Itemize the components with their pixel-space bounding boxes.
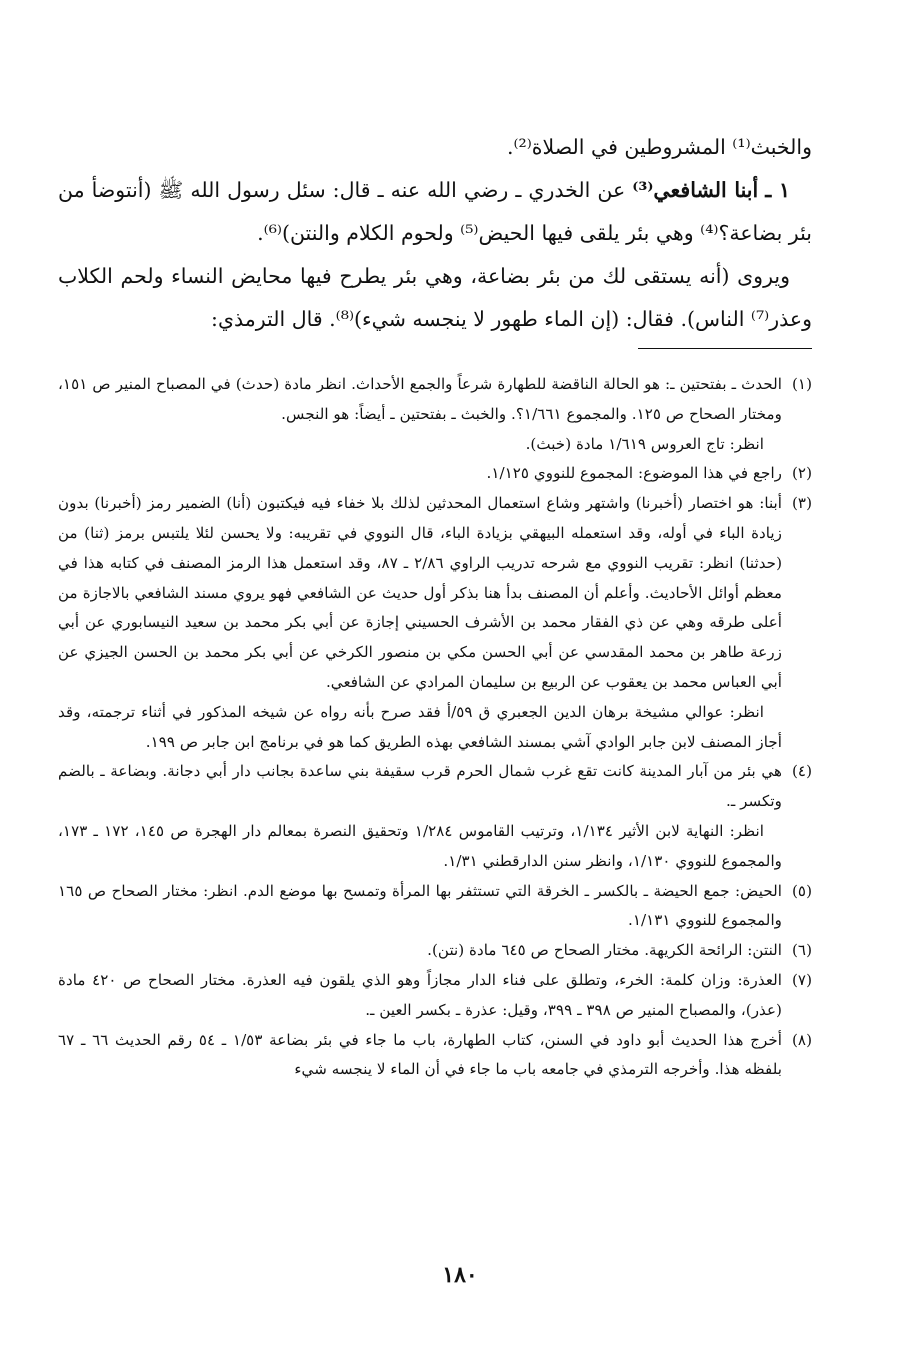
footnote-3 bbox=[58, 489, 812, 698]
hadith-paragraph bbox=[58, 169, 812, 255]
footnote-7 bbox=[58, 966, 812, 1026]
footnote-text: الحيض: جمع الحيضة ـ بالكسر ـ الخرقة التي تستثفر بها المرأة وتمسح بها موضع الدم. انظر: مختار الصحاح ص ١٦٥ والمجموع للنووي ١/١٣١. bbox=[58, 881, 782, 930]
intro-line: والخبث⁽¹⁾ المشروطين في الصلاة⁽²⁾. bbox=[506, 135, 812, 159]
footnote-divider bbox=[638, 348, 812, 349]
footnote-text: أخرج هذا الحديث أبو داود في السنن، كتاب الطهارة، باب ما جاء في بئر بضاعة ١/٥٣ ـ ٥٤ رقم الحديث ٦٦ ـ ٦٧ بلفظه هذا. وأخرجه الترمذي في جامعه باب ما جاء في أن الماء لا ينجسه شيء bbox=[58, 1030, 782, 1079]
footnote-continuation: انظر: عوالي مشيخة برهان الدين الجعبري ق ٥٩/أ فقد صرح بأنه رواه عن شيخه المذكور في أثناء ترجمته، وقد أجاز المصنف لابن جابر الوادي آشي بمسند الشافعي بهذه الطريق كما هو في برنامج ابن جابر ص ١٩٩. bbox=[58, 702, 782, 751]
footnote-number: (١) bbox=[791, 375, 812, 393]
footnote-number: (٥) bbox=[791, 881, 812, 900]
footnote-number: (٨) bbox=[791, 1030, 812, 1049]
footnote-text: النتن: الرائحة الكريهة. مختار الصحاح ص ٦٤٥ مادة (نتن). bbox=[427, 941, 782, 960]
footnote-text: راجع في هذا الموضوع: المجموع للنووي ١/١٢٥. bbox=[486, 464, 782, 483]
footnote-number: (٧) bbox=[791, 970, 812, 989]
footnote-continuation: انظر: تاج العروس ١/٦١٩ مادة (خبث). bbox=[525, 434, 764, 453]
footnote-6 bbox=[58, 936, 812, 966]
footnote-text: هي بئر من آبار المدينة كانت تقع غرب شمال الحرم قرب سقيفة بني ساعدة بجانب دار أبي دجانة. وبضاعة ـ بالضم وتكسر ـ. bbox=[58, 762, 782, 811]
footnote-continuation: انظر: النهاية لابن الأثير ١/١٣٤، وترتيب القاموس ١/٢٨٤ وتحقيق النصرة بمعالم دار الهجرة ص ١٤٥، ١٧٢ ـ ١٧٣، والمجموع للنووي ١/١٣٠، وانظر سنن الدارقطني ١/٣١. bbox=[58, 821, 782, 870]
footnote-text: العذرة: وزان كلمة: الخرء، وتطلق على فناء الدار مجازاً وهو الذي يلقون فيه العذرة. مختار الصحاح ص ٤٢٠ مادة (عذر)، والمصباح المنير ص ٣٩٨ ـ ٣٩٩، وقيل: عذرة ـ بكسر العين ـ. bbox=[58, 970, 782, 1019]
footnote-8 bbox=[58, 1026, 812, 1086]
riwaya-paragraph: ويروى (أنه يستقى لك من بئر بضاعة، وهي بئر يطرح فيها محايض النساء ولحم الكلاب وعذر⁽⁷⁾ الناس). فقال: (إن الماء طهور لا ينجسه شيء)⁽⁸⁾. قال الترمذي: bbox=[58, 264, 812, 331]
hadith-number: ١ ـ bbox=[765, 178, 790, 202]
page-number: ١٨٠ bbox=[442, 1262, 478, 1288]
main-text-block bbox=[58, 126, 812, 341]
hadith-lead: أبنا الشافعي⁽³⁾ bbox=[632, 178, 759, 202]
footnote-text: الحدث ـ بفتحتين ـ: هو الحالة الناقضة للطهارة شرعاً والجمع الأحداث. انظر مادة (حدث) في المصباح المنير ص ١٥١، ومختار الصحاح ص ١٢٥. والمجموع ١/٦٦١؟. والخبث ـ بفتحتين ـ أيضاً: هو النجس. bbox=[58, 375, 782, 423]
footnote-number: (٢) bbox=[791, 464, 812, 483]
footnote-1 bbox=[58, 370, 812, 430]
footnote-number: (٦) bbox=[791, 941, 812, 960]
footnote-5 bbox=[58, 877, 812, 937]
footnote-text: أبنا: هو اختصار (أخبرنا) واشتهر وشاع استعمال المحدثين لذلك بلا خفاء فيه فيكتبون (أنا) الضمير رمز (أخبرنا) بدون زيادة الباء في أوله، وقد استعمله البيهقي بزيادة الباء، قال النووي في تقريبه: ولا يحسن لئلا يلتبس برمز (ثنا) من (حدثنا) انظر: تقريب النووي مع شرحه تدريب الراوي ٢/٨٦ ـ ٨٧، وقد استعمل هذا الرمز المصنف في كتابه هذا في معظم أوائل الأحاديث. وأعلم أن المصنف بدأ هنا بذكر أول حديث عن الشافعي فهو يروي مسند الشافعي بالاجازة من أعلى طرقه وهي عن ذي الفقار محمد بن الأشرف الحسيني إجازة عن أبي بكر محمد بن سعيد النيسابوري عن أبي زرعة طاهر بن محمد المقدسي عن أبي الحسن مكي بن منصور الكرخي عن أبي بكر محمد بن الحسن الجيزي عن أبي العباس محمد بن يعقوب عن الربيع بن سليمان المرادي عن الشافعي. bbox=[58, 494, 782, 691]
hadith-text: عن الخدري ـ رضي الله عنه ـ قال: سئل رسول الله ﷺ (أنتوضأ من بئر بضاعة؟⁽⁴⁾ وهي بئر يلقى فيها الحيض⁽⁵⁾ ولحوم الكلام والنتن)⁽⁶⁾. bbox=[58, 178, 812, 245]
footnote-number: (٤) bbox=[791, 762, 812, 781]
footnotes-section bbox=[58, 370, 812, 1085]
footnote-2 bbox=[58, 459, 812, 489]
footnote-4 bbox=[58, 757, 812, 817]
footnote-number: (٣) bbox=[791, 494, 812, 513]
